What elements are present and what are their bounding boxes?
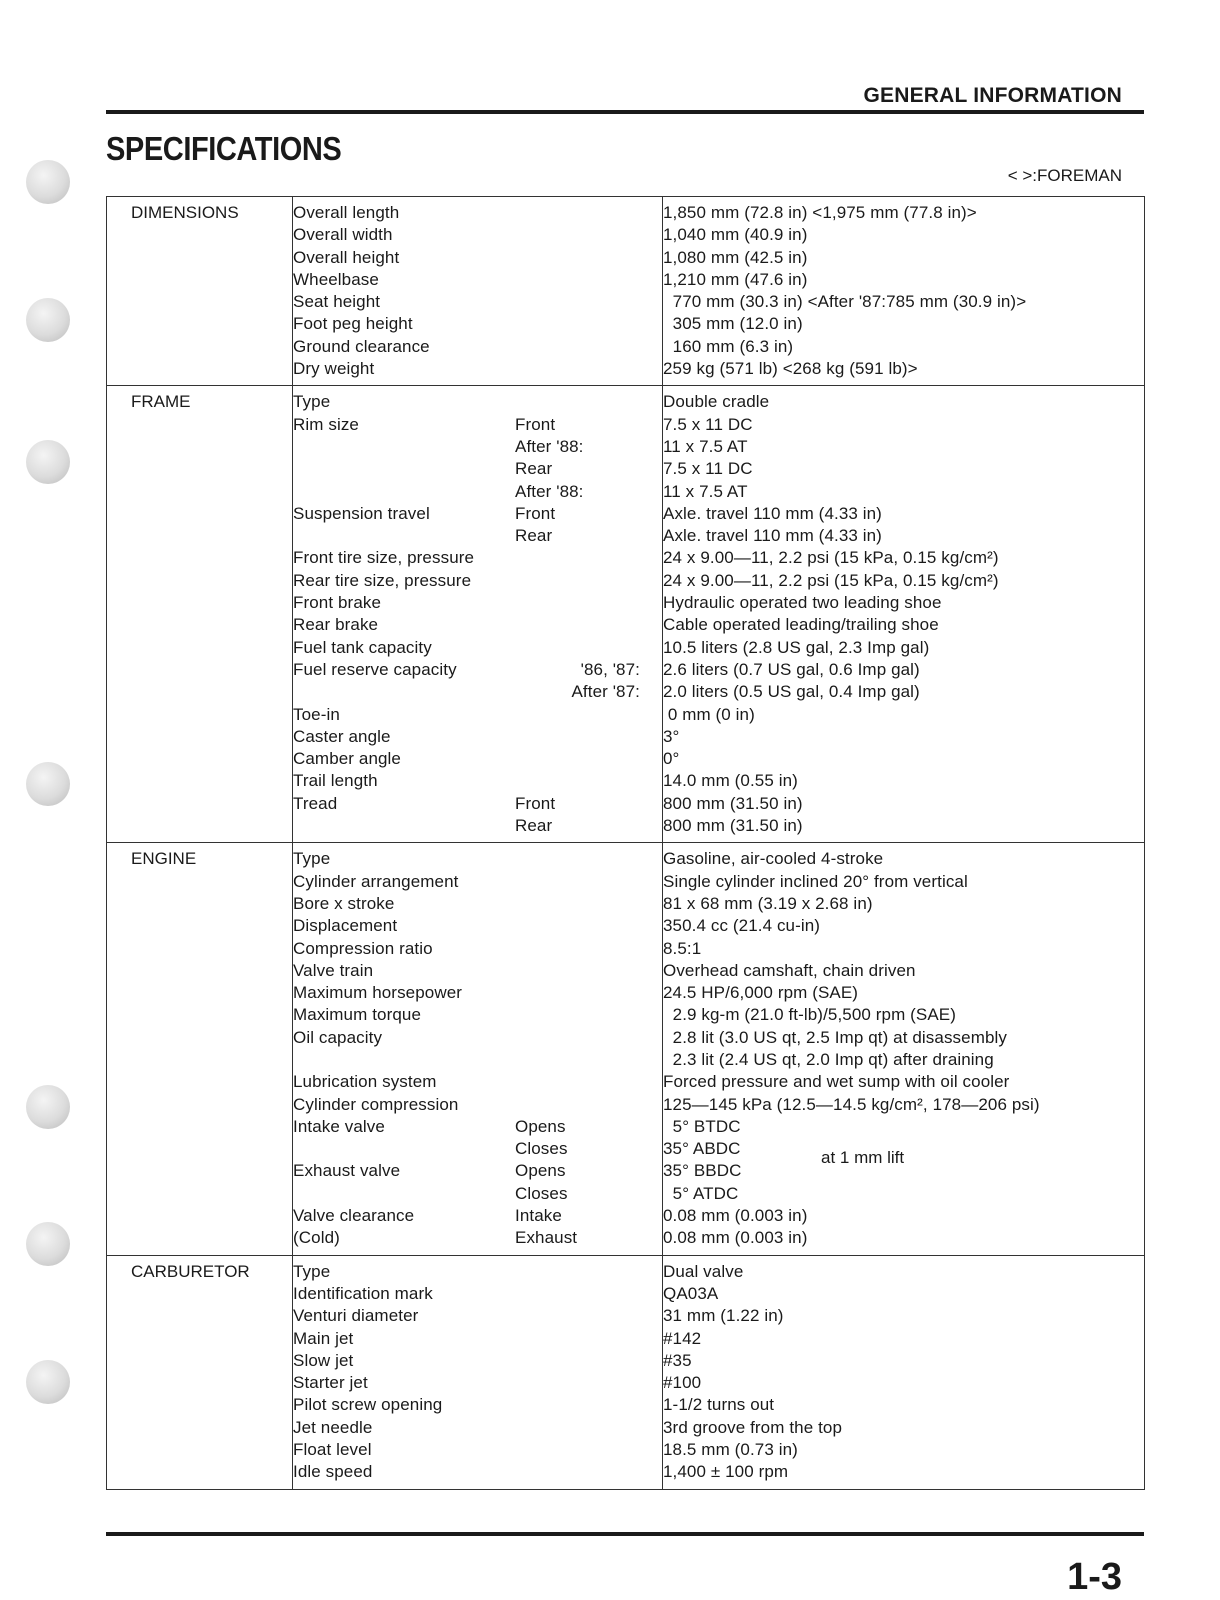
spec-value: Gasoline, air-cooled 4-stroke [663,849,884,869]
spec-value: 11 x 7.5 AT [663,481,748,501]
spec-value: 1,210 mm (47.6 in) [663,269,808,289]
specifications-table-body [107,197,1145,1490]
spec-item [293,1138,662,1160]
spec-item-label: Maximum torque [293,1005,421,1025]
spec-item [293,1183,662,1205]
spec-item [293,503,662,525]
spec-item-label: Float level [293,1440,372,1460]
spec-item-label: Cylinder compression [293,1094,459,1114]
spec-value: 24 x 9.00—11, 2.2 psi (15 kPa, 0.15 kg/cm²) [663,570,999,590]
spec-item-label: Front brake [293,593,382,613]
spec-item-qualifier: Opens [515,1116,566,1136]
spec-item [293,547,662,569]
spec-item [293,681,662,703]
spec-value: 81 x 68 mm (3.19 x 2.68 in) [663,893,873,913]
spec-item-label: Oil capacity [293,1027,383,1047]
spec-item-label: Valve train [293,960,374,980]
item-cell [293,1255,663,1489]
spec-item [293,592,662,614]
spec-item-label: Intake valve [293,1116,385,1136]
spec-item-label: Type [293,392,331,412]
spec-value: Overhead camshaft, chain driven [663,960,916,980]
spec-item-label: Bore x stroke [293,893,395,913]
spec-item [293,614,662,636]
spec-item-label: Displacement [293,916,398,936]
header-rule [106,110,1144,114]
spec-item-qualifier: Rear [515,526,553,546]
spec-item [293,358,662,380]
spec-value: 1,080 mm (42.5 in) [663,247,808,267]
spec-item-label: Starter jet [293,1373,368,1393]
spec-value: 31 mm (1.22 in) [663,1306,784,1326]
category-cell [107,197,293,386]
spec-item-label: Overall length [293,203,400,222]
spec-item-label: Rim size [293,414,359,434]
spec-item-label: Maximum horsepower [293,983,463,1003]
spec-value: Cable operated leading/trailing shoe [663,615,939,635]
spec-value: 5° ATDC [663,1183,739,1203]
spec-item-label: Dry weight [293,359,375,379]
foreman-legend-note: < >:FOREMAN [1007,166,1122,185]
spec-item-label: Front tire size, pressure [293,548,475,568]
spec-value: 35° ABDC [663,1139,741,1159]
spec-item [293,336,662,358]
spec-value: Double cradle [663,392,770,412]
spec-value: 1-1/2 turns out [663,1395,775,1415]
spec-value: 5° BTDC [663,1116,741,1136]
binder-hole [26,440,70,484]
spec-item [293,1049,662,1071]
spec-item-label: Idle speed [293,1462,373,1482]
spec-item-label: Jet needle [293,1417,373,1437]
spec-item-label: Overall height [293,247,400,267]
category-cell [107,843,293,1255]
item-cell [293,386,663,843]
spec-item [293,481,662,503]
spec-item-label: Fuel reserve capacity [293,659,457,679]
spec-value: QA03A [663,1283,719,1303]
spec-item-qualifier: Closes [515,1183,568,1203]
spec-value: Axle. travel 110 mm (4.33 in) [663,503,882,523]
category-cell [107,1255,293,1489]
spec-item [293,1071,662,1093]
value-cell [663,386,1145,843]
spec-value: 0.08 mm (0.003 in) [663,1206,808,1226]
spec-value: 800 mm (31.50 in) [663,793,803,813]
spec-item-qualifier: Exhaust [515,1228,578,1248]
spec-item [293,269,662,291]
spec-value: 770 mm (30.3 in) <After '87:785 mm (30.9 in)> [663,292,1027,312]
value-cell [663,197,1145,386]
spec-value: 2.3 lit (2.4 US qt, 2.0 Imp qt) after draining [663,1049,994,1069]
spec-item-qualifier: Front [515,503,556,523]
spec-section-engine [107,843,1145,1255]
spec-item-label: Camber angle [293,749,401,769]
spec-value: 7.5 x 11 DC [663,414,753,434]
spec-value: 18.5 mm (0.73 in) [663,1440,798,1460]
spec-value: #100 [663,1373,702,1393]
spec-item [293,1205,662,1227]
spec-item-label: Toe-in [293,704,340,724]
spec-value: 8.5:1 [663,938,702,958]
footer-rule [106,1532,1144,1536]
item-cell [293,197,663,386]
spec-item [293,1227,662,1249]
spec-item-label: Valve clearance [293,1206,415,1226]
spec-item [293,960,662,982]
spec-value: 800 mm (31.50 in) [663,816,803,836]
spec-value: 14.0 mm (0.55 in) [663,771,798,791]
spec-value: 0.08 mm (0.003 in) [663,1228,808,1248]
spec-item [293,1261,662,1283]
spec-item [293,1461,662,1483]
binder-hole [26,1085,70,1129]
spec-section-frame [107,386,1145,843]
spec-item [293,915,662,937]
spec-item-qualifier: After '87: [571,682,640,702]
spec-item [293,202,662,224]
spec-item-qualifier: Front [515,793,556,813]
spec-value: 24.5 HP/6,000 rpm (SAE) [663,983,859,1003]
category-cell [107,386,293,843]
spec-item [293,938,662,960]
spec-value: 11 x 7.5 AT [663,436,748,456]
spec-item-label: Ground clearance [293,336,430,356]
spec-item-label: Trail length [293,771,378,791]
spec-value: Dual valve [663,1261,744,1281]
spec-value: 2.8 lit (3.0 US qt, 2.5 Imp qt) at disassembly [663,1027,1007,1047]
spec-item [293,793,662,815]
spec-item [293,726,662,748]
spec-item [293,1439,662,1461]
spec-value: 1,850 mm (72.8 in) <1,975 mm (77.8 in)> [663,203,977,222]
spec-item-label: Rear brake [293,615,379,635]
spec-section-carburetor [107,1255,1145,1489]
category-label: DIMENSIONS [131,203,239,222]
spec-item-label: Lubrication system [293,1072,437,1092]
spec-value: #35 [663,1350,692,1370]
spec-item-qualifier: After '88: [515,436,584,456]
spec-value: 10.5 liters (2.8 US gal, 2.3 Imp gal) [663,637,930,657]
specifications-table [106,196,1145,1490]
spec-item [293,525,662,547]
spec-item-label: Caster angle [293,726,391,746]
spec-item-label: Wheelbase [293,269,379,289]
spec-item-qualifier: Rear [515,816,553,836]
spec-item-qualifier: Rear [515,459,553,479]
spec-item-label: Seat height [293,292,381,312]
spec-item-qualifier: Opens [515,1161,566,1181]
spec-item-label: Type [293,849,331,869]
spec-item-label: Slow jet [293,1350,354,1370]
binder-hole [26,1222,70,1266]
item-cell [293,843,663,1255]
spec-item-label: Exhaust valve [293,1161,401,1181]
spec-item [293,815,662,837]
spec-item [293,414,662,436]
spec-item-qualifier: Front [515,414,556,434]
spec-item [293,637,662,659]
spec-item [293,1094,662,1116]
category-label: CARBURETOR [131,1261,250,1281]
spec-value: Hydraulic operated two leading shoe [663,593,942,613]
binder-hole [26,298,70,342]
spec-item [293,1305,662,1327]
binder-hole [26,1360,70,1404]
spec-value: 7.5 x 11 DC [663,459,753,479]
spec-item [293,458,662,480]
spec-item-label: Compression ratio [293,938,433,958]
value-cell [663,843,1145,1255]
spec-item [293,291,662,313]
spec-value: Single cylinder inclined 20° from vertical [663,871,968,891]
spec-item-label: Cylinder arrangement [293,871,459,891]
spec-item [293,770,662,792]
spec-item-label: Identification mark [293,1283,433,1303]
spec-item [293,570,662,592]
spec-item-label: Venturi diameter [293,1306,419,1326]
spec-item-label: Fuel tank capacity [293,637,432,657]
spec-item [293,1283,662,1305]
spec-item [293,1350,662,1372]
spec-item-label: Rear tire size, pressure [293,570,472,590]
binder-hole [26,160,70,204]
spec-value: Axle. travel 110 mm (4.33 in) [663,526,882,546]
spec-item-label: Foot peg height [293,314,413,334]
spec-value: 24 x 9.00—11, 2.2 psi (15 kPa, 0.15 kg/cm²) [663,548,999,568]
spec-item-qualifier: After '88: [515,481,584,501]
spec-item-label: Overall width [293,225,393,245]
spec-item [293,436,662,458]
spec-item [293,704,662,726]
spec-value: 35° BBDC [663,1161,742,1181]
spec-item-label: Pilot screw opening [293,1395,443,1415]
spec-value: 1,400 ± 100 rpm [663,1462,789,1482]
valve-timing-note: at 1 mm lift [821,1148,905,1168]
spec-value: 1,040 mm (40.9 in) [663,225,808,245]
spec-item [293,1328,662,1350]
spec-value: 0 mm (0 in) [663,704,755,724]
spec-item-qualifier: '86, '87: [580,659,640,679]
spec-item [293,748,662,770]
spec-value: 305 mm (12.0 in) [663,314,803,334]
category-label: ENGINE [131,849,197,869]
chapter-header: GENERAL INFORMATION [863,84,1122,107]
spec-item [293,871,662,893]
category-label: FRAME [131,392,191,412]
spec-value: 350.4 cc (21.4 cu-in) [663,916,821,936]
spec-item [293,1027,662,1049]
spec-item [293,893,662,915]
spec-item [293,982,662,1004]
spec-value: 125—145 kPa (12.5—14.5 kg/cm², 178—206 psi) [663,1094,1040,1114]
spec-item [293,1004,662,1026]
binder-hole [26,762,70,806]
spec-item-label: (Cold) [293,1228,340,1248]
spec-value: Forced pressure and wet sump with oil cooler [663,1072,1010,1092]
spec-item [293,848,662,870]
page-number: 1-3 [1067,1556,1122,1598]
spec-item [293,1372,662,1394]
spec-value: 2.9 kg-m (21.0 ft-lb)/5,500 rpm (SAE) [663,1005,956,1025]
spec-item-label: Main jet [293,1328,354,1348]
value-cell [663,1255,1145,1489]
page-title: SPECIFICATIONS [106,130,342,167]
spec-item [293,391,662,413]
spec-value: #142 [663,1328,702,1348]
spec-item [293,247,662,269]
spec-item-label: Type [293,1261,331,1281]
spec-item [293,659,662,681]
spec-item-label: Tread [293,793,338,813]
spec-value: 160 mm (6.3 in) [663,336,794,356]
spec-value: 2.0 liters (0.5 US gal, 0.4 Imp gal) [663,682,920,702]
spec-item-label: Suspension travel [293,503,430,523]
spec-item [293,1116,662,1138]
spec-value: 3° [663,726,680,746]
spec-item [293,313,662,335]
spec-value: 2.6 liters (0.7 US gal, 0.6 Imp gal) [663,659,920,679]
spec-value: 0° [663,749,680,769]
spec-item-qualifier: Intake [515,1206,562,1226]
binder-holes [0,0,100,1600]
spec-value: 3rd groove from the top [663,1417,843,1437]
spec-item [293,1417,662,1439]
spec-value: 259 kg (571 lb) <268 kg (591 lb)> [663,359,918,379]
spec-section-dimensions [107,197,1145,386]
spec-item [293,1394,662,1416]
spec-item [293,224,662,246]
spec-item-qualifier: Closes [515,1139,568,1159]
spec-item [293,1160,662,1182]
